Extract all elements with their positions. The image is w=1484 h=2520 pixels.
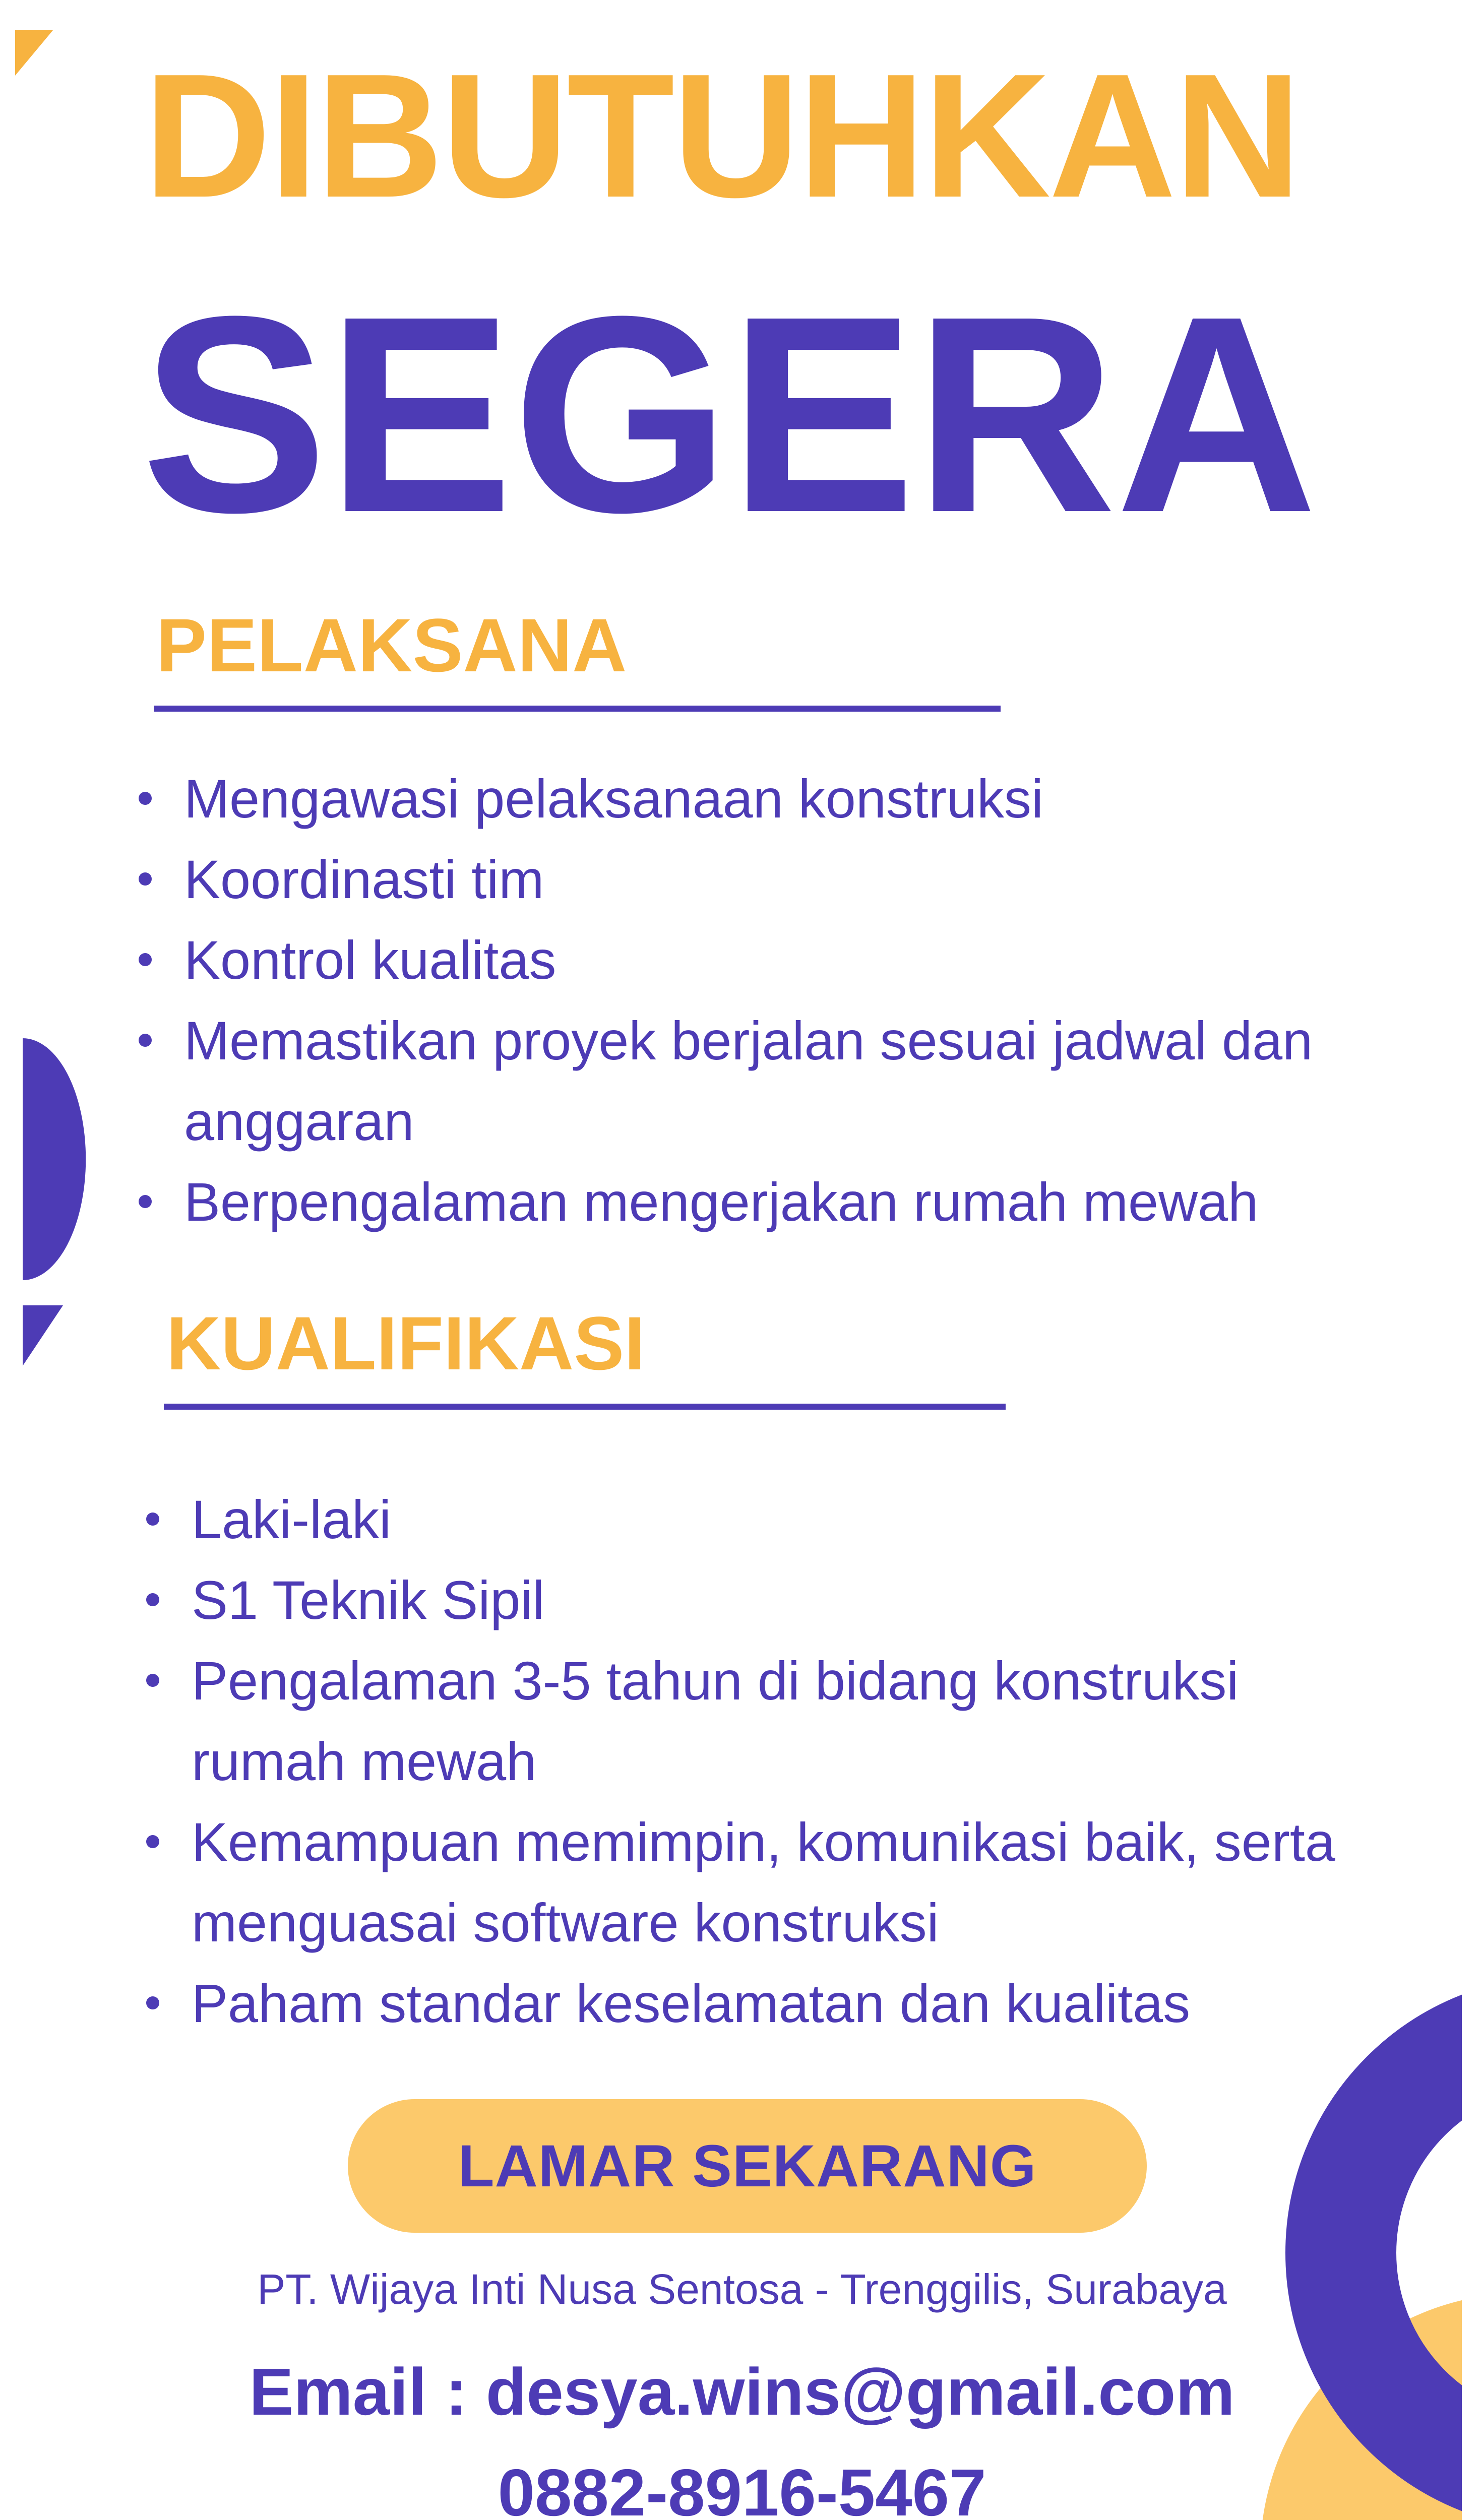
list-item-text: Mengawasi pelaksanaan konstruksi <box>184 768 1043 829</box>
list-item <box>139 920 1313 1000</box>
left-small-triangle-shape <box>23 1305 63 1366</box>
position-duty-list <box>139 759 1313 1242</box>
list-item-text: Berpengalaman mengerjakan rumah mewah <box>184 1171 1259 1232</box>
list-item <box>146 1560 1335 1641</box>
list-item-text: Kemampuan memimpin, komunikasi baik, serta <box>192 1811 1335 1872</box>
bullet-dot-icon <box>139 1034 152 1047</box>
list-item-text: anggaran <box>184 1091 414 1152</box>
headline-dibutuhkan: DIBUTUHKAN <box>144 37 1300 234</box>
bullet-dot-icon <box>146 1674 159 1687</box>
bullet-dot-icon <box>139 872 152 886</box>
section-divider-pelaksana <box>154 706 1001 712</box>
list-item <box>146 1802 1335 1963</box>
left-half-circle-shape <box>23 1038 86 1280</box>
list-item <box>146 1479 1335 1560</box>
apply-now-button[interactable]: LAMAR SEKARANG <box>348 2099 1147 2233</box>
bullet-dot-icon <box>146 1513 159 1526</box>
list-item-text: Laki-laki <box>192 1489 392 1550</box>
list-item <box>139 1162 1313 1242</box>
bullet-dot-icon <box>146 1835 159 1848</box>
bullet-dot-icon <box>139 1195 152 1208</box>
left-small-triangle-decoration <box>0 1295 71 1376</box>
list-item-text: Koordinasti tim <box>184 849 544 910</box>
list-item-text: Memastikan proyek berjalan sesuai jadwal dan <box>184 1010 1313 1071</box>
bullet-dot-icon <box>146 1996 159 2009</box>
section-title-pelaksana: PELAKSANA <box>156 603 627 687</box>
list-item-text: Pengalaman 3-5 tahun di bidang konstruksi <box>192 1650 1239 1711</box>
bullet-dot-icon <box>139 953 152 966</box>
list-item <box>146 1641 1335 1802</box>
corner-triangle-top-left <box>0 0 71 86</box>
headline-segera: SEGERA <box>141 258 1317 571</box>
bullet-dot-icon <box>139 792 152 805</box>
list-item-text: rumah mewah <box>192 1731 537 1792</box>
left-half-circle-decoration <box>0 1038 86 1280</box>
contact-email: Email : desya.wins@gmail.com <box>249 2355 1235 2429</box>
list-item-text: menguasai software konstruksi <box>192 1892 939 1953</box>
contact-phone: 0882-8916-5467 <box>498 2455 986 2520</box>
list-item-text: S1 Teknik Sipil <box>192 1569 545 1630</box>
bullet-dot-icon <box>146 1593 159 1606</box>
list-item <box>146 1963 1335 2044</box>
list-item-text: Kontrol kualitas <box>184 929 556 990</box>
company-address: PT. Wijaya Inti Nusa Sentosa - Trenggilis, Surabaya <box>257 2265 1227 2313</box>
bottom-right-circle-decoration <box>1159 1991 1484 2520</box>
section-title-kualifikasi: KUALIFIKASI <box>166 1301 645 1385</box>
qualification-list <box>146 1479 1335 2044</box>
corner-triangle-shape <box>15 30 53 76</box>
list-item <box>139 759 1313 839</box>
list-item-text: Paham standar keselamatan dan kualitas <box>192 1973 1191 2034</box>
list-item <box>139 1000 1313 1162</box>
list-item <box>139 839 1313 920</box>
section-divider-kualifikasi <box>164 1404 1006 1410</box>
